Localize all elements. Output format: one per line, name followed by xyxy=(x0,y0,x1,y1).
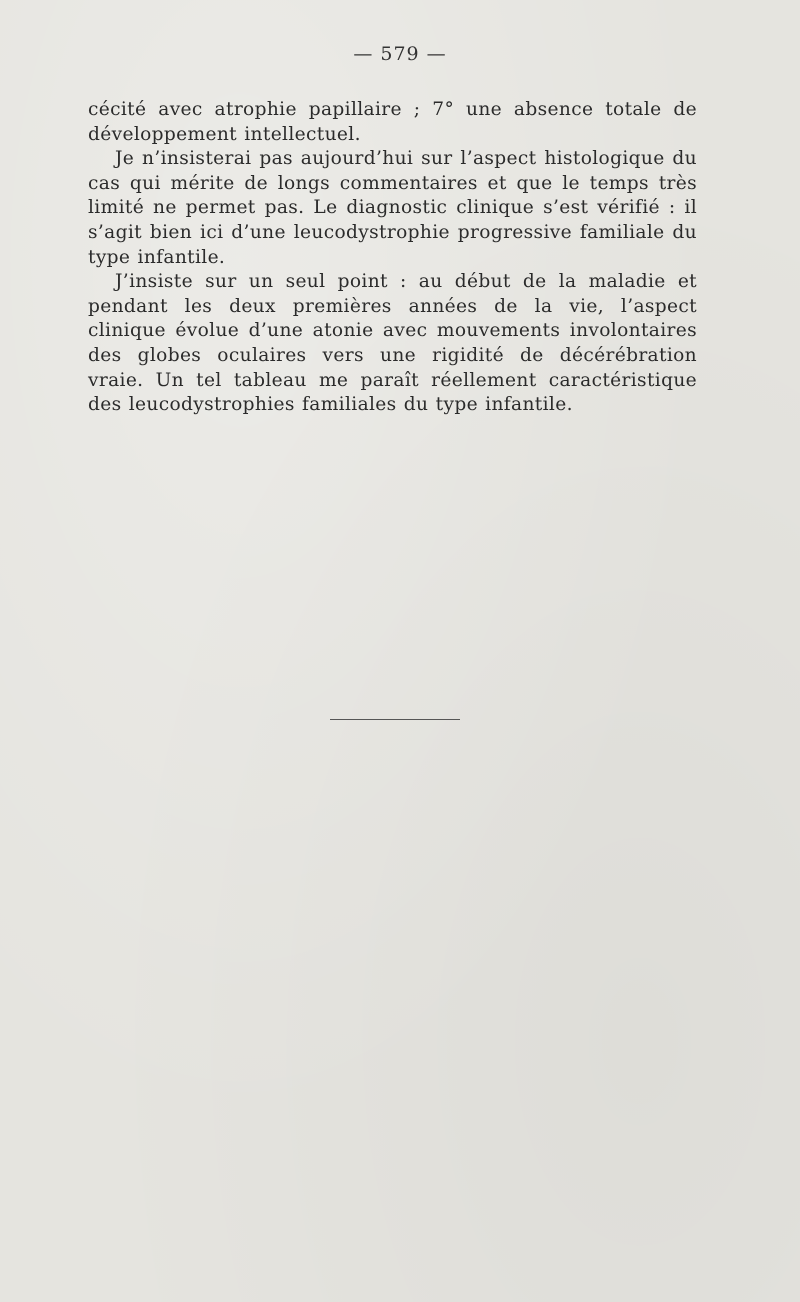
paragraph-histology: Je n’insisterai pas aujourd’hui sur l’aspect histologique du cas qui mérite de longs commentaires et que le temps très limité ne permet pas. Le diagnostic clinique s’est vérifié : il s’agit bien ici d’une leucodystrophie progressive familiale du type infantile. xyxy=(88,148,697,268)
paragraph-continuation: cécité avec atrophie papillaire ; 7° une absence totale de développement intellectuel. xyxy=(88,99,697,145)
page-number: — 579 — xyxy=(353,43,447,65)
body-text xyxy=(88,98,697,418)
section-divider xyxy=(330,719,460,720)
paragraph-clinical-point: J’insiste sur un seul point : au début de la maladie et pendant les deux premières années de la vie, l’aspect clinique évolue d’une atonie avec mouvements involontaires des globes oculaires vers une rigidité de décérébration vraie. Un tel tableau me paraît réellement caractéristique des leucodystrophies familiales du type infantile. xyxy=(88,271,697,416)
